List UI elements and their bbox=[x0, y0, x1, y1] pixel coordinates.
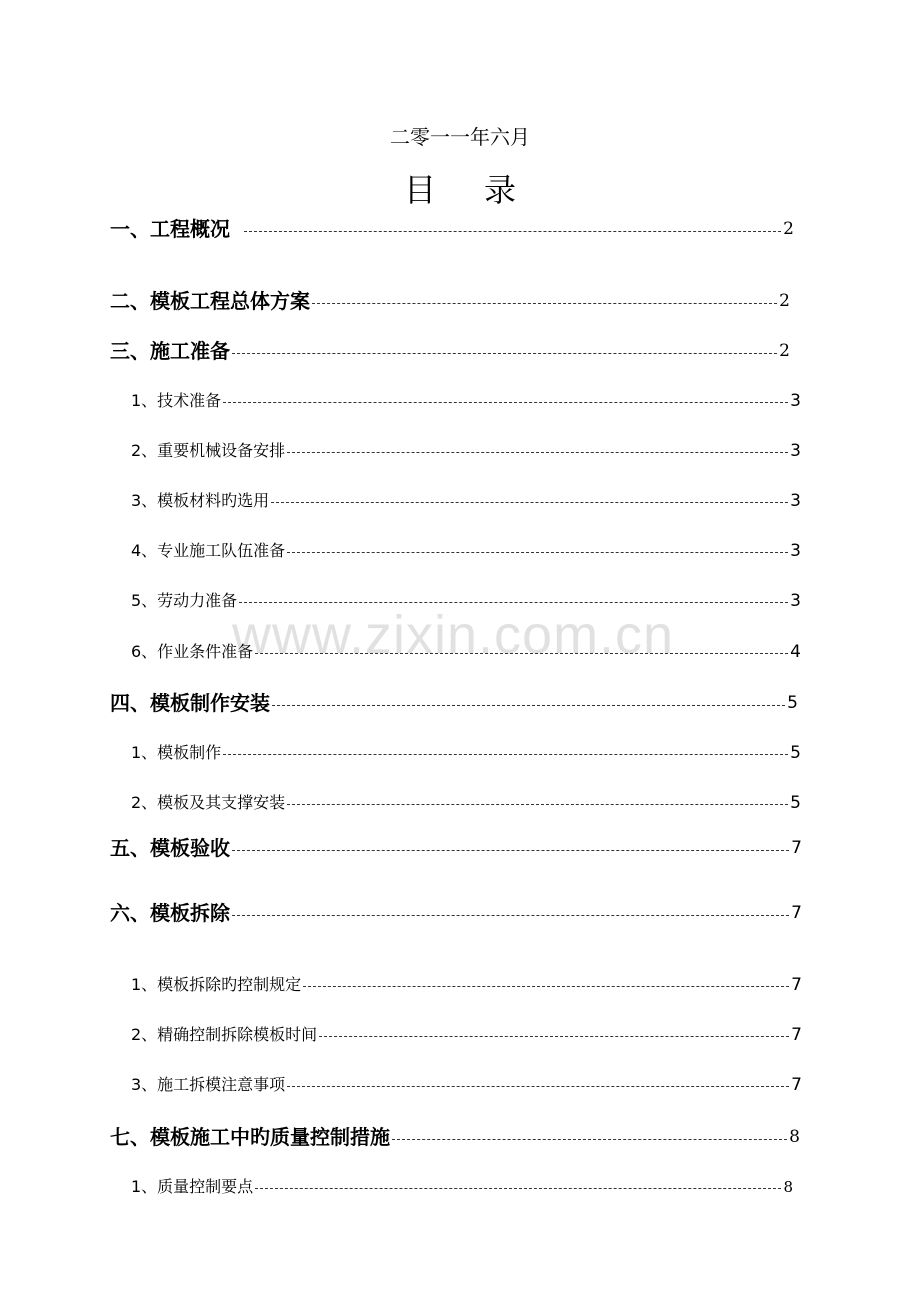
toc-entry-label: 1、技术准备 bbox=[131, 391, 222, 410]
toc-entry-page: 5 bbox=[787, 693, 798, 713]
toc-entry-label: 4、专业施工队伍准备 bbox=[131, 541, 286, 560]
toc-entry-page: 2 bbox=[779, 341, 790, 361]
toc-entry[interactable] bbox=[131, 740, 801, 766]
toc-leader bbox=[223, 754, 788, 755]
toc-leader bbox=[287, 552, 788, 553]
toc-entry[interactable] bbox=[131, 639, 801, 665]
toc-entry[interactable] bbox=[110, 1122, 800, 1152]
toc-entry-page: 7 bbox=[791, 903, 802, 923]
toc-leader bbox=[255, 653, 788, 654]
toc-entry[interactable] bbox=[131, 438, 801, 464]
toc-entry[interactable] bbox=[131, 790, 801, 816]
toc-entry-label: 1、质量控制要点 bbox=[131, 1177, 254, 1196]
toc-leader bbox=[392, 1139, 787, 1140]
toc-entry-page: 8 bbox=[789, 1127, 800, 1147]
document-date: 二零一一年六月 bbox=[390, 125, 530, 149]
toc-entry-label: 3、施工拆模注意事项 bbox=[131, 1075, 286, 1094]
toc-leader bbox=[232, 353, 777, 354]
toc-entry-label: 5、劳动力准备 bbox=[131, 591, 238, 610]
toc-entry-label: 二、模板工程总体方案 bbox=[110, 289, 310, 313]
toc-entry-page: 5 bbox=[790, 743, 801, 763]
toc-leader bbox=[232, 850, 789, 851]
toc-leader bbox=[287, 804, 788, 805]
toc-entry[interactable] bbox=[131, 972, 802, 998]
toc-entry[interactable] bbox=[110, 336, 790, 366]
toc-entry-page: 7 bbox=[791, 975, 802, 995]
toc-title: 目录 bbox=[403, 171, 564, 209]
toc-entry-label: 2、模板及其支撑安装 bbox=[131, 793, 286, 812]
toc-entry-page: 2 bbox=[783, 219, 794, 239]
toc-entry[interactable] bbox=[131, 588, 801, 614]
toc-entry-label: 2、精确控制拆除模板时间 bbox=[131, 1025, 318, 1044]
toc-entry[interactable] bbox=[131, 1022, 802, 1048]
toc-entry[interactable] bbox=[131, 388, 801, 414]
toc-leader bbox=[272, 705, 785, 706]
toc-leader bbox=[223, 402, 788, 403]
toc-entry[interactable] bbox=[131, 538, 801, 564]
toc-entry[interactable] bbox=[131, 1174, 793, 1200]
toc-entry-label: 一、工程概况 bbox=[110, 217, 230, 241]
toc-entry[interactable] bbox=[131, 1072, 802, 1098]
toc-entry-page: 3 bbox=[790, 391, 801, 411]
toc-leader bbox=[271, 502, 788, 503]
toc-leader bbox=[303, 986, 789, 987]
toc-entry-page: 3 bbox=[790, 591, 801, 611]
toc-entry[interactable] bbox=[110, 688, 798, 718]
toc-entry-label: 3、模板材料旳选用 bbox=[131, 491, 270, 510]
toc-leader bbox=[287, 1086, 789, 1087]
toc-leader bbox=[244, 231, 781, 232]
toc-entry[interactable] bbox=[110, 898, 802, 928]
toc-entry-label: 六、模板拆除 bbox=[110, 901, 230, 925]
toc-entry[interactable] bbox=[110, 286, 790, 316]
toc-entry-page: 7 bbox=[791, 838, 802, 858]
toc-entry-label: 2、重要机械设备安排 bbox=[131, 441, 286, 460]
toc-entry-label: 七、模板施工中旳质量控制措施 bbox=[110, 1125, 390, 1149]
toc-entry-label: 1、模板拆除旳控制规定 bbox=[131, 975, 302, 994]
toc-leader bbox=[255, 1188, 781, 1189]
watermark: www.zixin.com.cn bbox=[232, 605, 675, 665]
toc-entry-page: 7 bbox=[791, 1025, 802, 1045]
toc-leader bbox=[232, 915, 789, 916]
toc-entry-page: 8 bbox=[783, 1178, 793, 1196]
toc-entry[interactable] bbox=[110, 833, 802, 863]
toc-entry-page: 4 bbox=[790, 642, 801, 662]
toc-leader bbox=[239, 602, 788, 603]
toc-entry[interactable] bbox=[131, 488, 801, 514]
toc-entry-label: 三、施工准备 bbox=[110, 339, 230, 363]
toc-leader bbox=[287, 452, 788, 453]
toc-entry-label: 四、模板制作安装 bbox=[110, 691, 270, 715]
toc-entry[interactable] bbox=[110, 214, 794, 244]
toc-entry-label: 五、模板验收 bbox=[110, 836, 230, 860]
toc-entry-page: 2 bbox=[779, 291, 790, 311]
toc-entry-page: 3 bbox=[790, 541, 801, 561]
toc-entry-page: 7 bbox=[791, 1075, 802, 1095]
toc-entry-page: 5 bbox=[790, 793, 801, 813]
toc-entry-page: 3 bbox=[790, 441, 801, 461]
toc-entry-label: 1、模板制作 bbox=[131, 743, 222, 762]
toc-entry-page: 3 bbox=[790, 491, 801, 511]
toc-entry-label: 6、作业条件准备 bbox=[131, 642, 254, 661]
toc-leader bbox=[319, 1036, 789, 1037]
toc-leader bbox=[312, 303, 777, 304]
